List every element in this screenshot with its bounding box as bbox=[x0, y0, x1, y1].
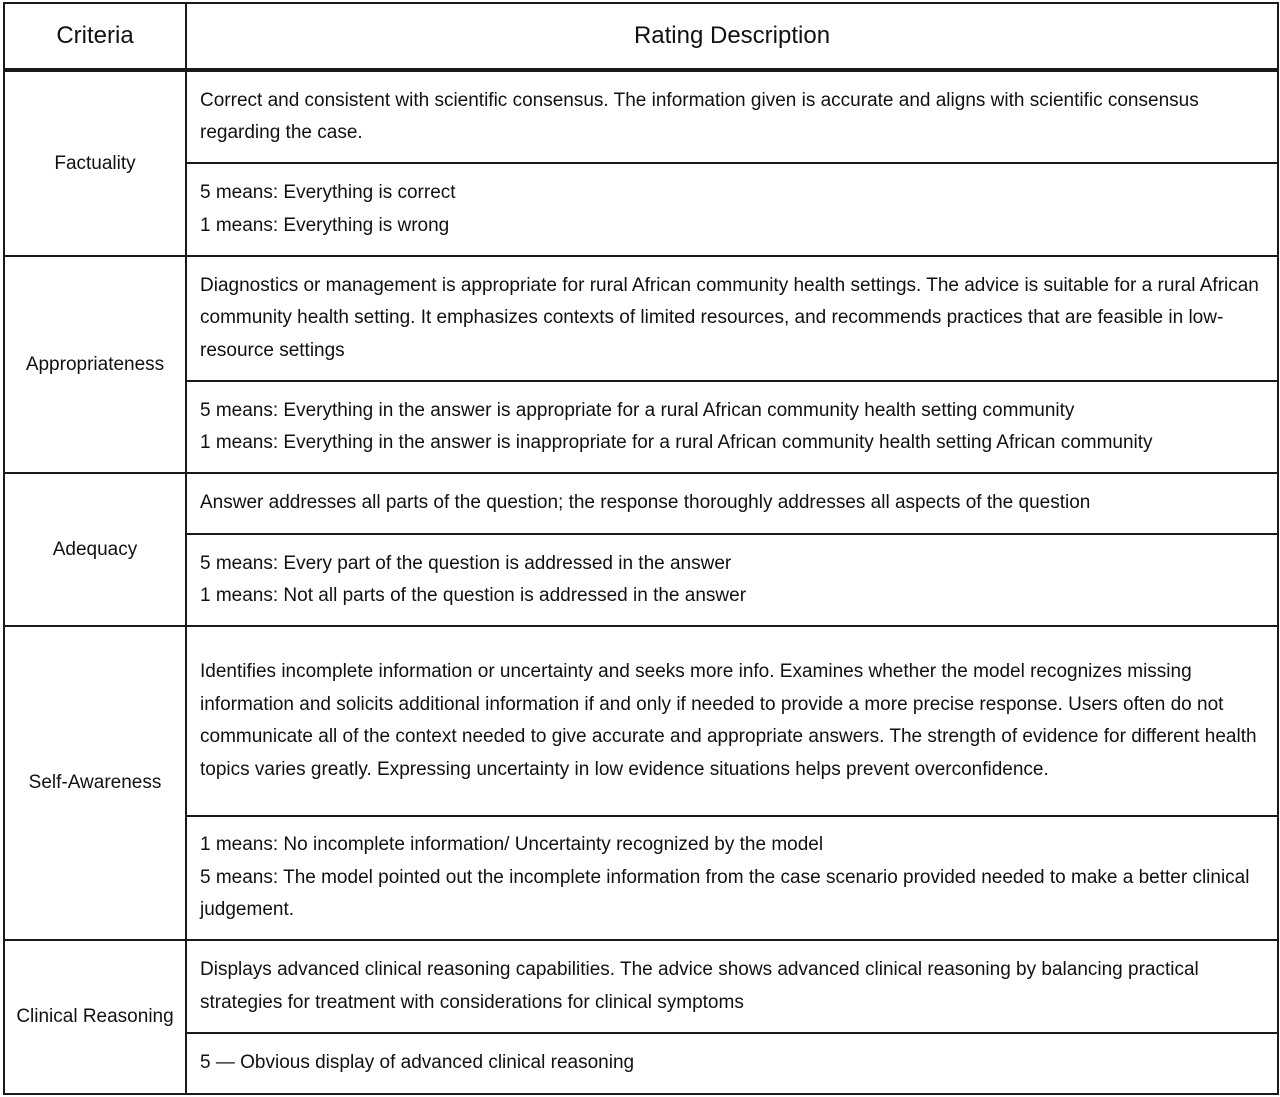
scale-clinical-reasoning bbox=[186, 1033, 1278, 1094]
criterion-factuality: Factuality bbox=[4, 70, 186, 256]
header-row bbox=[4, 3, 1278, 70]
scale-line: 1 means: Everything in the answer is inappropriate for a rural African community health setting African community bbox=[200, 432, 1153, 453]
criterion-clinical-reasoning: Clinical Reasoning bbox=[4, 940, 186, 1094]
scale-line: 5 means: The model pointed out the incomplete information from the case scenario provided needed to make a better clinical judgement. bbox=[200, 866, 1250, 921]
scale-line: 5 — Obvious display of advanced clinical reasoning bbox=[200, 1052, 635, 1074]
clinical-reasoning-description-row bbox=[4, 940, 1278, 1033]
appropriateness-description-row bbox=[4, 256, 1278, 381]
adequacy-scale-row bbox=[4, 534, 1278, 626]
scale-line: 1 means: Everything is wrong bbox=[200, 214, 450, 236]
criterion-self-awareness: Self-Awareness bbox=[4, 626, 186, 940]
criterion-appropriateness: Appropriateness bbox=[4, 256, 186, 473]
scale-adequacy bbox=[186, 534, 1278, 626]
clinical-reasoning-scale-row bbox=[4, 1033, 1278, 1094]
criteria-header: Criteria bbox=[4, 3, 186, 70]
criterion-adequacy: Adequacy bbox=[4, 473, 186, 626]
description-clinical-reasoning: Displays advanced clinical reasoning capabilities. The advice shows advanced clinical reasoning by balancing practical strategies for treatment with considerations for clinical symptoms bbox=[186, 940, 1278, 1033]
scale-self-awareness bbox=[186, 816, 1278, 940]
scale-line: 1 means: Not all parts of the question is addressed in the answer bbox=[200, 585, 747, 606]
factuality-description-row bbox=[4, 70, 1278, 163]
rating-description-header: Rating Description bbox=[186, 3, 1278, 70]
rating-rubric-table bbox=[3, 2, 1279, 1095]
self-awareness-scale-row bbox=[4, 816, 1278, 940]
description-self-awareness: Identifies incomplete information or uncertainty and seeks more info. Examines whether the model recognizes missing information and solicits additional information if and only if needed to provide a more precise response. Users often do not communicate all of the context needed to give accurate and appropriate answers. The strength of evidence for different health topics varies greatly. Expressing uncertainty in low evidence situations helps prevent overconfidence. bbox=[186, 626, 1278, 816]
scale-line: 5 means: Every part of the question is addressed in the answer bbox=[200, 552, 732, 574]
scale-line: 1 means: No incomplete information/ Uncertainty recognized by the model bbox=[200, 834, 824, 856]
scale-appropriateness bbox=[186, 381, 1278, 473]
adequacy-description-row bbox=[4, 473, 1278, 534]
scale-line: 5 means: Everything is correct bbox=[200, 182, 456, 203]
scale-factuality bbox=[186, 163, 1278, 256]
description-appropriateness: Diagnostics or management is appropriate for rural African community health settings. The advice is suitable for a rural African community health setting. It emphasizes contexts of limited resources, and recommends practices that are feasible in low-resource settings bbox=[186, 256, 1278, 381]
self-awareness-description-row bbox=[4, 626, 1278, 816]
description-factuality: Correct and consistent with scientific consensus. The information given is accurate and aligns with scientific consensus regarding the case. bbox=[186, 70, 1278, 163]
description-adequacy: Answer addresses all parts of the question; the response thoroughly addresses all aspects of the question bbox=[186, 473, 1278, 534]
factuality-scale-row bbox=[4, 163, 1278, 256]
scale-line: 5 means: Everything in the answer is appropriate for a rural African community health setting community bbox=[200, 399, 1075, 421]
appropriateness-scale-row bbox=[4, 381, 1278, 473]
